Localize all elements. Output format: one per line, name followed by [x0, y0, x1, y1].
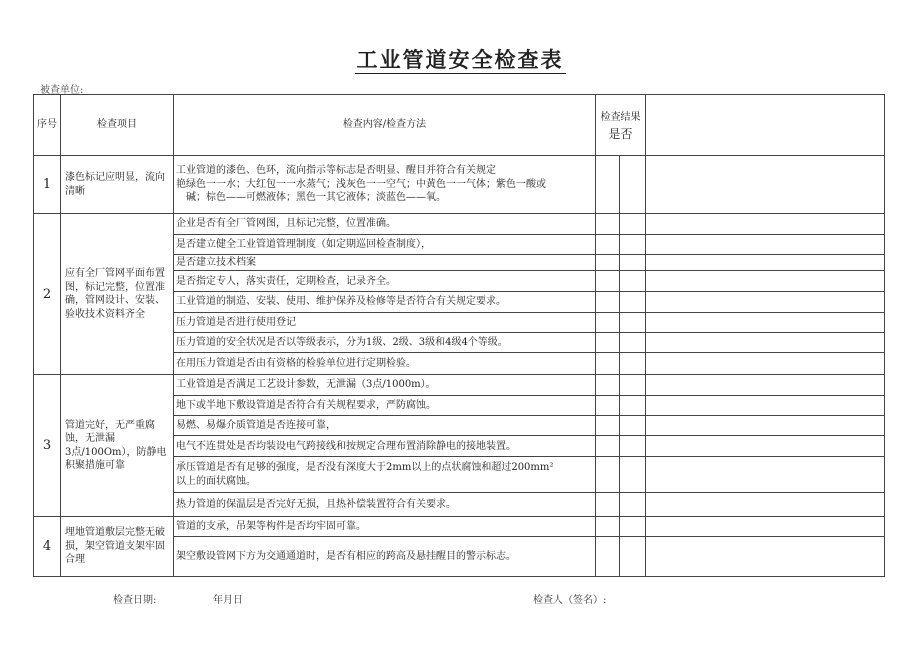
check-content: 是否建立健全工业管道管理制度（如定期巡回检查制度）， — [174, 234, 596, 254]
result-no-cell[interactable] — [620, 415, 646, 435]
result-yes-cell[interactable] — [596, 234, 620, 254]
result-yes-cell[interactable] — [596, 375, 620, 395]
result-yes-cell[interactable] — [596, 353, 620, 375]
check-content: 工业管道的漆色、色环，流向指示等标志是否明显、醒目并符合有关规定 艳绿色一一水；大红包一一水蒸气；浅灰色一一空气；中黄色一一气体；紫色一酸或 碱；棕色——可燃液体；黑色一其它液体；淡蓝色——氧。 — [174, 155, 596, 214]
result-yes-cell[interactable] — [596, 312, 620, 332]
result-yes-cell[interactable] — [596, 517, 620, 537]
result-no-cell[interactable] — [620, 492, 646, 516]
remarks-cell — [646, 292, 885, 312]
section-number: 4 — [34, 517, 61, 577]
header-item: 检查项目 — [61, 95, 174, 156]
remarks-cell — [646, 312, 885, 332]
inspected-unit-label: 被查单位: — [40, 85, 84, 96]
header-result-label: 检查结果 — [600, 112, 641, 124]
remarks-cell — [646, 234, 885, 254]
check-content: 易燃、易爆介质管道是否连接可靠， — [174, 415, 596, 435]
inspector-signature-label: 检查人（签名）: — [533, 595, 607, 606]
check-content: 架空敷设管网下方为交通通道时，是否有相应的跨高及悬挂醒目的警示标志。 — [174, 537, 596, 577]
result-no-cell[interactable] — [620, 353, 646, 375]
remarks-cell — [646, 395, 885, 415]
check-content: 工业管道的制造、安装、使用、维护保养及检修等是否符合有关规定要求。 — [174, 292, 596, 312]
result-no-cell[interactable] — [620, 271, 646, 292]
remarks-cell — [646, 537, 885, 577]
result-yes-cell[interactable] — [596, 537, 620, 577]
result-yes-cell[interactable] — [596, 395, 620, 415]
page-title: 工业管道安全检查表 — [356, 47, 564, 72]
check-content: 企业是否有全厂管网图，且标记完整，位置准确。 — [174, 214, 596, 234]
result-no-cell[interactable] — [620, 254, 646, 270]
check-date-label: 检查日期: — [113, 595, 157, 606]
remarks-cell — [646, 375, 885, 395]
result-no-cell[interactable] — [620, 395, 646, 415]
remarks-cell — [646, 492, 885, 516]
check-content: 压力管道是否进行使用登记 — [174, 312, 596, 332]
check-item: 管道完好，无严重腐蚀，无泄漏 3点/100Om），防静电积聚措施可靠 — [61, 375, 174, 517]
check-content: 在用压力管道是否由有资格的检验单位进行定期检验。 — [174, 353, 596, 375]
result-yes-cell[interactable] — [596, 254, 620, 270]
check-content: 地下或半地下敷设管道是否符合有关规程要求，严防腐蚀。 — [174, 395, 596, 415]
header-blank — [646, 95, 885, 156]
section-number: 2 — [34, 214, 61, 375]
check-content: 承压管道是否有足够的强度，是否没有深度大于2mm以上的点状腐蚀和超过200mm² 以上的面状腐蚀。 — [174, 457, 596, 492]
section-number: 1 — [34, 155, 61, 214]
header-yes-no: 是否 — [608, 127, 633, 142]
result-yes-cell[interactable] — [596, 214, 620, 234]
result-no-cell[interactable] — [620, 436, 646, 457]
check-content: 电气不连贯处是否均装设电气跨接线和按规定合理布置消除静电的接地装置。 — [174, 436, 596, 457]
check-date-value: 年月日 — [213, 595, 243, 606]
result-yes-cell[interactable] — [596, 292, 620, 312]
table-row — [34, 214, 885, 234]
remarks-cell — [646, 254, 885, 270]
check-item: 应有全厂管网平面布置图，标记完整，位置准确，管网设计、安装、验收技术资料齐全 — [61, 214, 174, 375]
table-row — [34, 375, 885, 395]
remarks-cell — [646, 332, 885, 352]
check-item: 漆色标记应明显，流向清晰 — [61, 155, 174, 214]
result-yes-cell[interactable] — [596, 271, 620, 292]
remarks-cell — [646, 155, 885, 214]
table-row — [34, 155, 885, 214]
check-content: 压力管道的安全状况是否以等级表示，分为1级、2级、3级和4级4个等级。 — [174, 332, 596, 352]
result-no-cell[interactable] — [620, 537, 646, 577]
remarks-cell — [646, 517, 885, 537]
remarks-cell — [646, 353, 885, 375]
header-result — [596, 95, 646, 156]
remarks-cell — [646, 436, 885, 457]
result-no-cell[interactable] — [620, 312, 646, 332]
result-yes-cell[interactable] — [596, 332, 620, 352]
remarks-cell — [646, 457, 885, 492]
result-no-cell[interactable] — [620, 292, 646, 312]
check-content: 工业管道是否满足工艺设计参数，无泄漏（3点/1000m）。 — [174, 375, 596, 395]
section-number: 3 — [34, 375, 61, 517]
remarks-cell — [646, 415, 885, 435]
inspection-table — [33, 94, 885, 577]
result-no-cell[interactable] — [620, 155, 646, 214]
remarks-cell — [646, 214, 885, 234]
check-content: 管道的支承，吊架等构件是否均牢固可靠。 — [174, 517, 596, 537]
check-content: 热力管道的保温层是否完好无损，且热补偿装置符合有关要求。 — [174, 492, 596, 516]
result-yes-cell[interactable] — [596, 457, 620, 492]
check-content: 是否建立技术档案 — [174, 254, 596, 270]
result-no-cell[interactable] — [620, 375, 646, 395]
result-yes-cell[interactable] — [596, 436, 620, 457]
result-no-cell[interactable] — [620, 517, 646, 537]
result-no-cell[interactable] — [620, 457, 646, 492]
header-seq: 序号 — [34, 95, 61, 156]
result-yes-cell[interactable] — [596, 492, 620, 516]
table-row — [34, 517, 885, 537]
result-yes-cell[interactable] — [596, 415, 620, 435]
result-no-cell[interactable] — [620, 214, 646, 234]
result-no-cell[interactable] — [620, 332, 646, 352]
result-no-cell[interactable] — [620, 234, 646, 254]
remarks-cell — [646, 271, 885, 292]
header-content: 检查内容/检查方法 — [174, 95, 596, 156]
check-item: 埋地管道敷层完整无破损，架空管道支架牢固合理 — [61, 517, 174, 577]
result-yes-cell[interactable] — [596, 155, 620, 214]
check-content: 是否指定专人，落实责任，定期检查，记录齐全。 — [174, 271, 596, 292]
